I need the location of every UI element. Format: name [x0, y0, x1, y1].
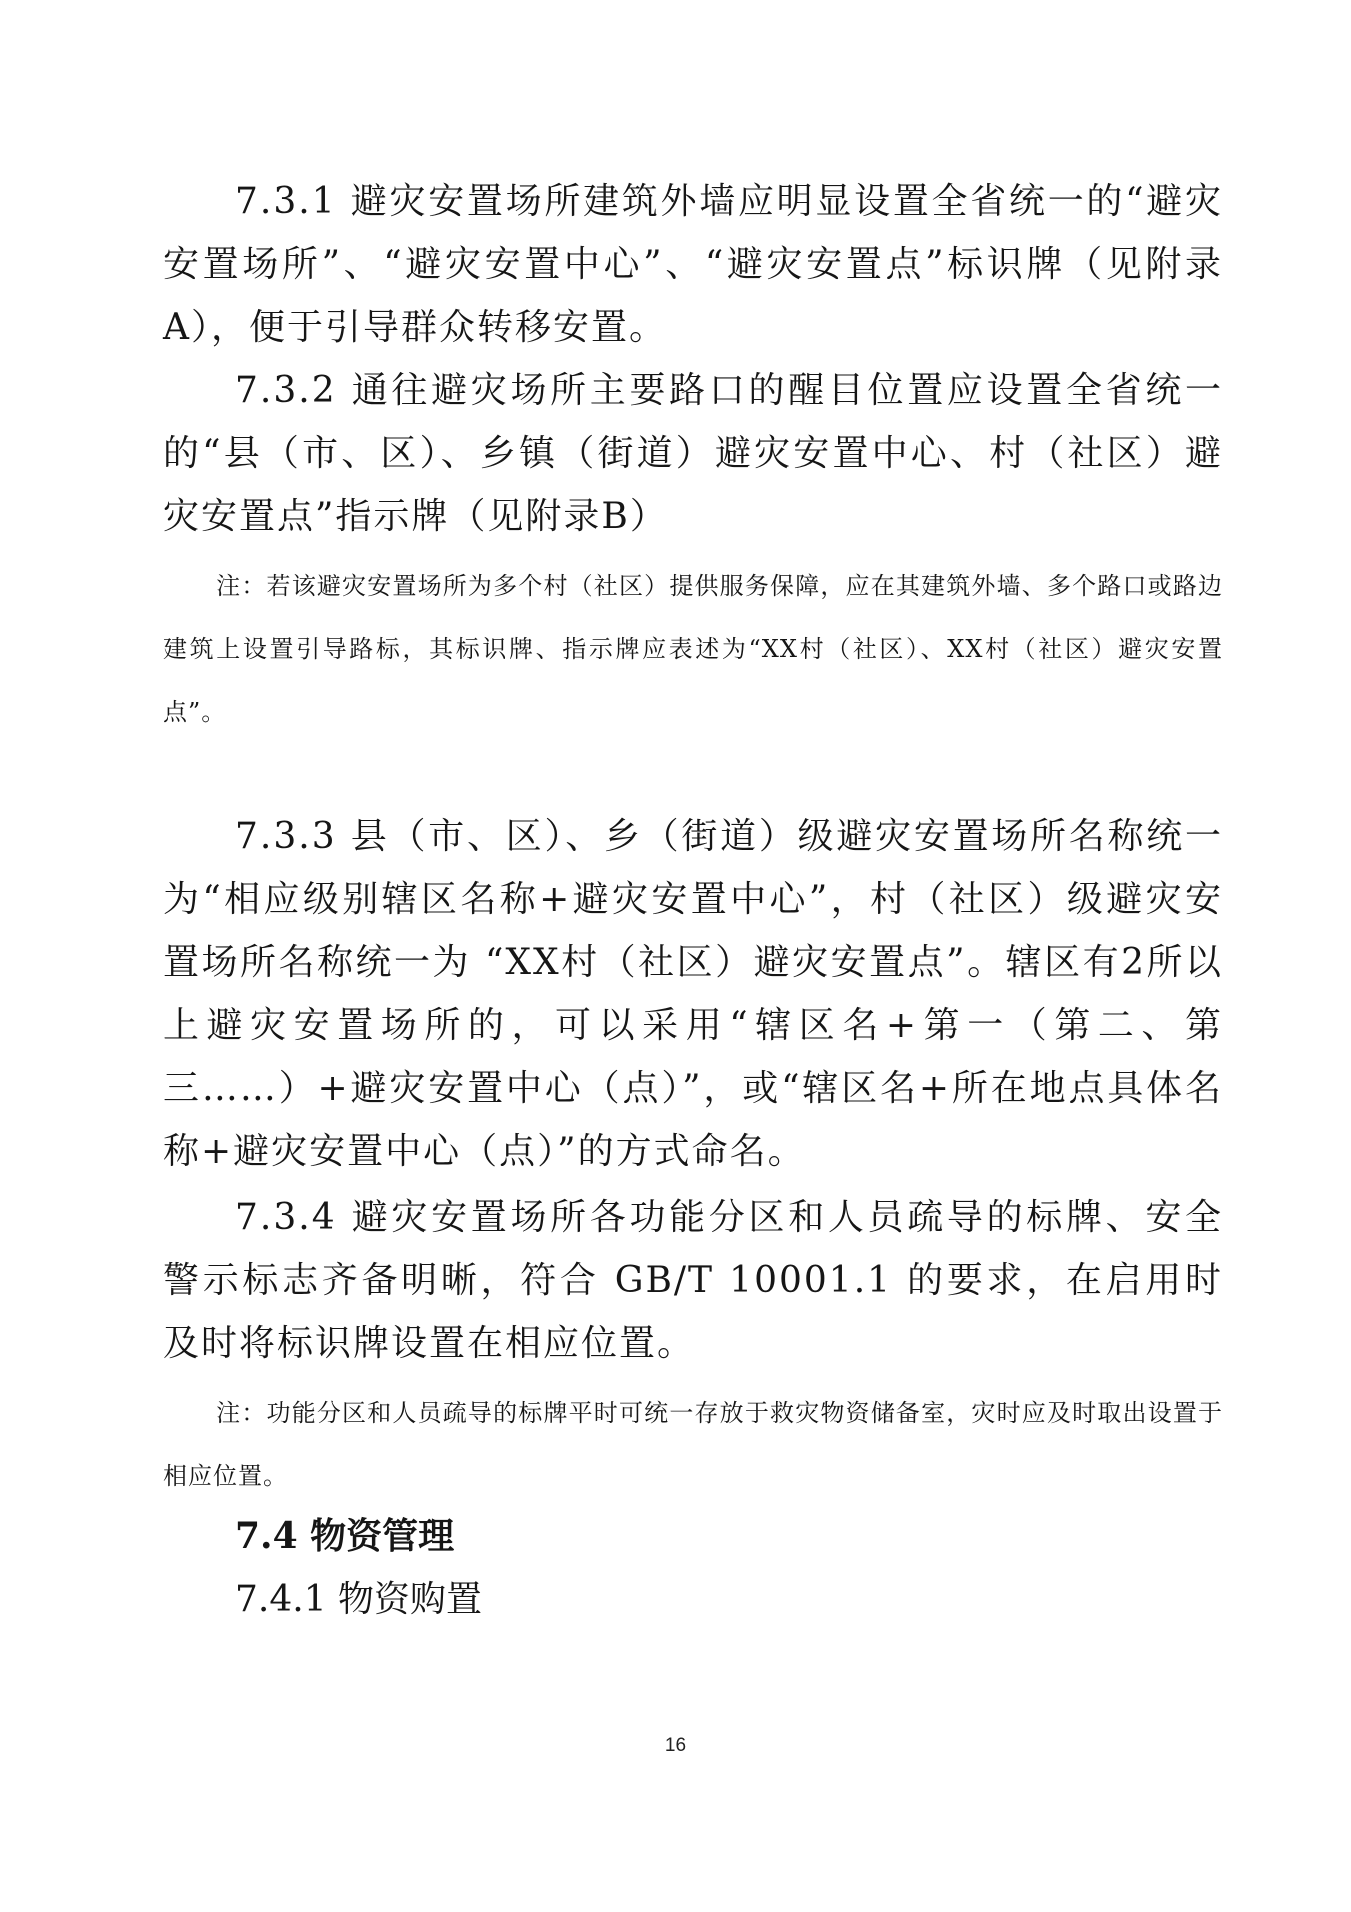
paragraph-text: 7.3.4 避灾安置场所各功能分区和人员疏导的标牌、安全警示标志齐备明晰，符合 GB/T 10001.1 的要求，在启用时及时将标识牌设置在相应位置。 — [163, 1197, 1223, 1364]
paragraph-7-3-2 — [163, 359, 1223, 548]
note-2 — [163, 1382, 1223, 1508]
paragraph-text: 7.3.2 通往避灾场所主要路口的醒目位置应设置全省统一的“县（市、区）、乡镇（街道）避灾安置中心、村（社区）避灾安置点”指示牌（见附录B） — [163, 370, 1223, 537]
section-heading: 7.4 物资管理 — [235, 1515, 455, 1557]
note-text: 注：若该避灾安置场所为多个村（社区）提供服务保障，应在其建筑外墙、多个路口或路边建筑上设置引导路标，其标识牌、指示牌应表述为“XX村（社区）、XX村（社区）避灾安置点”。 — [163, 572, 1223, 726]
note-1 — [163, 555, 1223, 744]
paragraph-7-3-3 — [163, 805, 1223, 1183]
page-number: 16 — [664, 1735, 687, 1756]
paragraph-text: 7.3.1 避灾安置场所建筑外墙应明显设置全省统一的“避灾安置场所”、“避灾安置中心”、“避灾安置点”标识牌（见附录A），便于引导群众转移安置。 — [163, 181, 1223, 348]
paragraph-7-3-1 — [163, 170, 1223, 359]
subsection-heading: 7.4.1 物资购置 — [235, 1579, 483, 1620]
paragraph-7-3-4 — [163, 1186, 1223, 1375]
note-text: 注：功能分区和人员疏导的标牌平时可统一存放于救灾物资储备室，灾时应及时取出设置于相应位置。 — [163, 1399, 1223, 1490]
paragraph-text: 7.3.3 县（市、区）、乡（街道）级避灾安置场所名称统一为“相应级别辖区名称+避灾安置中心”，村（社区）级避灾安置场所名称统一为 “XX村（社区）避灾安置点”。辖区有2所以上避灾安置场所的，可以采用“辖区名+第一（第二、第三……）+避灾安置中心（点）”，或“辖区名+所在地点具体名称+避灾安置中心（点）”的方式命名。 — [163, 816, 1223, 1172]
